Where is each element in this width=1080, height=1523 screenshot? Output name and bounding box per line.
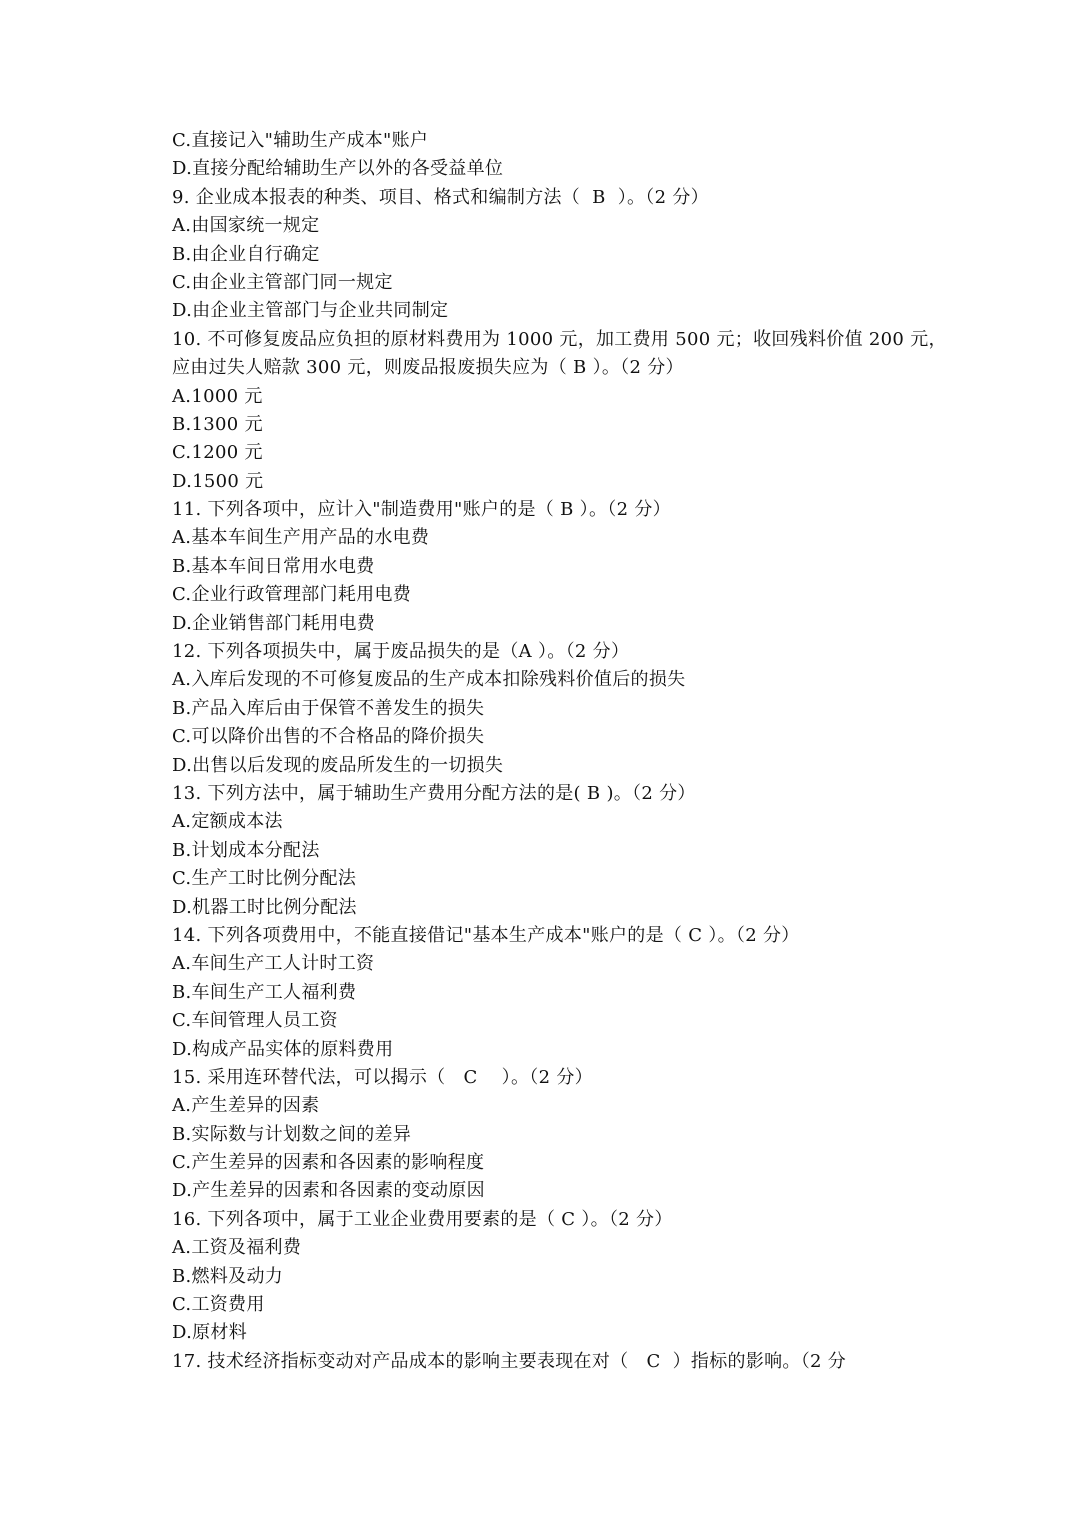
text-line: C.直接记入"辅助生产成本"账户: [172, 130, 429, 151]
text-line: A.产生差异的因素: [172, 1095, 320, 1117]
text-line: C.由企业主管部门同一规定: [172, 271, 393, 293]
text-line: B.基本车间日常用水电费: [172, 555, 375, 577]
text-line: 16. 下列各项中，属于工业企业费用要素的是（ C ）。（2 分）: [172, 1208, 673, 1230]
text-line: D.1500 元: [172, 470, 264, 492]
text-line: D.产生差异的因素和各因素的变动原因: [172, 1180, 485, 1202]
text-line: A.定额成本法: [172, 811, 283, 833]
text-line: B.计划成本分配法: [172, 839, 320, 861]
text-line: 应由过失人赔款 300 元，则废品报废损失应为（ B ）。（2 分）: [172, 357, 684, 379]
text-line: B.由企业自行确定: [172, 243, 320, 265]
text-line: A.1000 元: [172, 385, 263, 407]
text-line: C.产生差异的因素和各因素的影响程度: [172, 1152, 485, 1174]
text-line: D.直接分配给辅助生产以外的各受益单位: [172, 158, 504, 180]
text-line: D.由企业主管部门与企业共同制定: [172, 300, 449, 322]
text-line: 17. 技术经济指标变动对产品成本的影响主要表现在对（ C ）指标的影响。（2 分: [172, 1350, 847, 1372]
text-line: D.机器工时比例分配法: [172, 896, 357, 918]
text-line: C.可以降价出售的不合格品的降价损失: [172, 726, 485, 748]
text-line: D.原材料: [172, 1322, 248, 1344]
text-line: A.车间生产工人计时工资: [172, 953, 375, 975]
text-line: C.车间管理人员工资: [172, 1010, 338, 1032]
text-line: A.由国家统一规定: [172, 215, 320, 237]
text-line: 15. 采用连环替代法，可以揭示（ C ）。（2 分）: [172, 1066, 593, 1088]
text-line: 11. 下列各项中，应计入"制造费用"账户的是（ B ）。（2 分）: [172, 499, 671, 521]
text-line: 9. 企业成本报表的种类、项目、格式和编制方法（ B ）。（2 分）: [172, 186, 709, 208]
text-line: A.基本车间生产用产品的水电费: [172, 527, 430, 549]
text-line: B.1300 元: [172, 413, 263, 435]
text-line: C.1200 元: [172, 442, 263, 464]
text-line: 12. 下列各项损失中，属于废品损失的是（A ）。（2 分）: [172, 641, 630, 663]
text-line: B.车间生产工人福利费: [172, 981, 357, 1003]
text-line: A.入库后发现的不可修复废品的生产成本扣除残料价值后的损失: [172, 669, 686, 691]
text-line: B.产品入库后由于保管不善发生的损失: [172, 697, 485, 719]
text-line: 10. 不可修复废品应负担的原材料费用为 1000 元，加工费用 500 元；收回残料价值 200 元，: [172, 328, 947, 350]
text-line: B.燃料及动力: [172, 1265, 284, 1287]
text-line: B.实际数与计划数之间的差异: [172, 1123, 412, 1145]
question-text-block: [172, 127, 972, 1376]
text-line: 14. 下列各项费用中，不能直接借记"基本生产成本"账户的是（ C ）。（2 分）: [172, 924, 800, 946]
text-line: D.出售以后发现的废品所发生的一切损失: [172, 754, 504, 776]
text-line: 13. 下列方法中，属于辅助生产费用分配方法的是( B )。（2 分）: [172, 782, 696, 804]
text-line: D.企业销售部门耗用电费: [172, 612, 376, 634]
text-line: C.工资费用: [172, 1294, 265, 1316]
text-line: A.工资及福利费: [172, 1237, 302, 1259]
text-line: C.企业行政管理部门耗用电费: [172, 584, 412, 606]
text-line: C.生产工时比例分配法: [172, 868, 357, 890]
text-line: D.构成产品实体的原料费用: [172, 1038, 394, 1060]
